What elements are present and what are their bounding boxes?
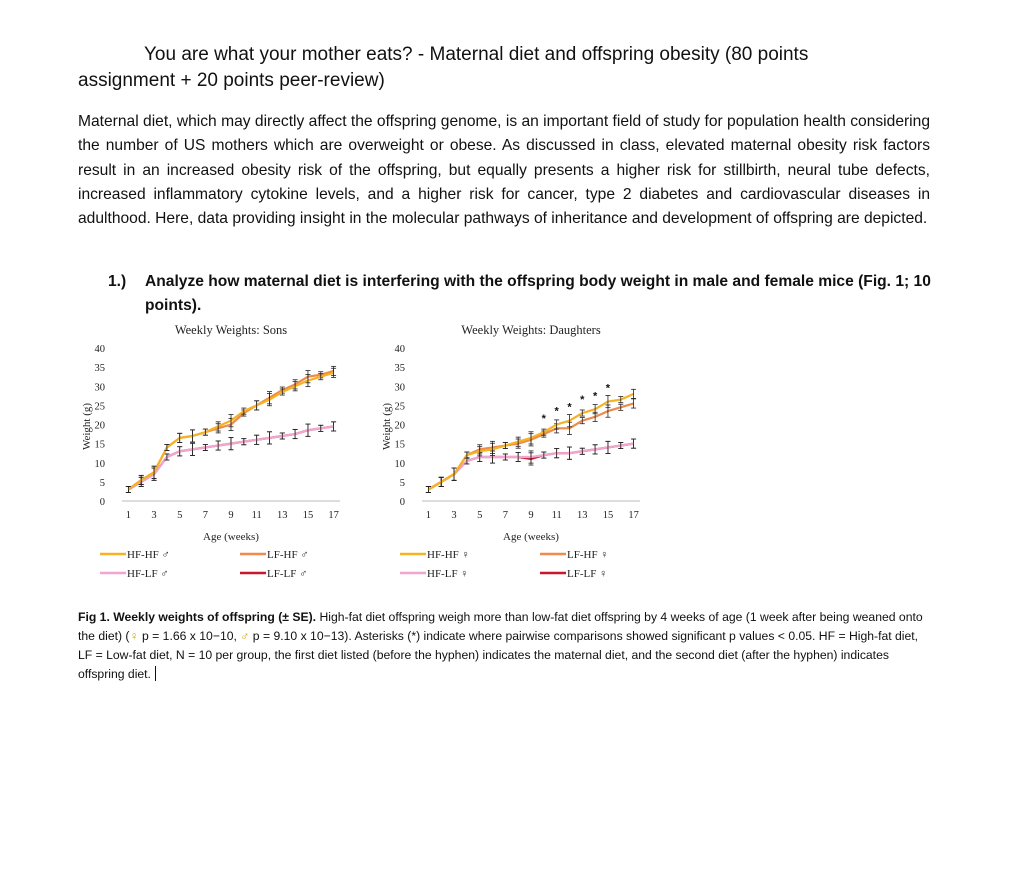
female-symbol-icon: ♀ <box>129 629 139 643</box>
x-tick-label: 17 <box>328 510 339 521</box>
y-tick-label: 15 <box>394 439 405 451</box>
y-tick-label: 30 <box>94 382 105 394</box>
y-tick-label: 35 <box>394 363 405 375</box>
legend-label: LF-LF ♀ <box>567 568 608 580</box>
caption-p-male: p = 9.10 x 10−13). Asterisks (*) indicate where pairwise comparisons showed significant p values < 0.05. HF = High-fat diet, LF = Low-fat diet, N = 10 per group, the first diet listed (before the hyphen) indicates the maternal diet, and the second diet (after the hyphen) indicates offspring diet. <box>78 629 919 681</box>
significance-asterisk: * <box>580 394 585 407</box>
title-line-2: assignment + 20 points peer-review) <box>78 70 385 91</box>
significance-asterisk: * <box>605 382 611 395</box>
x-tick-label: 17 <box>628 510 639 521</box>
intro-paragraph: Maternal diet, which may directly affect the offspring genome, is an important field of study for population health considering the number of US mothers which are overweight or obese. As discussed in class, elevated maternal obesity risk factors result in an increased obesity risk of the offspring, but equally presents a higher risk for stillbirth, neural tube defects, increased inflammatory cytokine levels, and a higher risk for cancer, type 2 diabetes and cardiovascular diseases in adulthood. Here, data providing insight in the molecular pathways of inheritance and development of offspring are depicted. <box>78 113 930 228</box>
y-tick-label: 25 <box>94 401 105 413</box>
y-tick-label: 0 <box>399 497 405 508</box>
x-tick-label: 5 <box>177 510 183 521</box>
x-tick-label: 3 <box>151 510 157 521</box>
x-tick-label: 15 <box>302 510 314 521</box>
y-axis-label: Weight (g) <box>381 402 393 451</box>
x-tick-label: 11 <box>251 510 262 521</box>
y-tick-label: 25 <box>394 401 405 413</box>
y-tick-label: 40 <box>394 344 405 355</box>
x-tick-label: 7 <box>502 510 508 521</box>
x-tick-label: 15 <box>602 510 614 521</box>
chart-svg <box>378 318 668 588</box>
x-tick-label: 5 <box>477 510 483 521</box>
y-tick-label: 5 <box>99 477 105 489</box>
legend-label: LF-HF ♂ <box>267 549 309 561</box>
series-line-lf-lf <box>128 426 333 489</box>
figure-caption <box>78 608 932 684</box>
y-tick-label: 20 <box>394 420 405 432</box>
male-symbol-icon: ♂ <box>240 629 250 643</box>
x-tick-label: 9 <box>528 510 534 521</box>
y-tick-label: 40 <box>94 344 105 355</box>
legend-label: HF-LF ♀ <box>427 568 469 580</box>
x-tick-label: 1 <box>125 510 132 521</box>
x-tick-label: 13 <box>577 510 588 521</box>
x-axis-label: Age (weeks) <box>503 531 559 543</box>
x-tick-label: 11 <box>551 510 562 521</box>
legend-label: HF-LF ♂ <box>127 568 169 580</box>
x-tick-label: 1 <box>425 510 432 521</box>
question-number: 1.) <box>108 273 127 290</box>
y-tick-label: 10 <box>94 458 105 470</box>
y-tick-label: 5 <box>399 477 405 489</box>
legend-label: HF-HF ♀ <box>427 549 470 561</box>
chart-title: Weekly Weights: Daughters <box>461 323 601 337</box>
question-text: Analyze how maternal diet is interfering with the offspring body weight in male and female mice (Fig. 1; 10 points). <box>145 273 931 314</box>
caption-p-female: p = 1.66 x 10−10, <box>138 629 241 643</box>
x-tick-label: 13 <box>277 510 288 521</box>
chart-svg <box>78 318 368 588</box>
caption-text-1: High-fat diet offspring weigh more than low-fat diet offspring by 4 weeks of age (1 week after being weaned onto the diet) ( <box>78 610 923 643</box>
x-axis-label: Age (weeks) <box>203 531 259 543</box>
y-tick-label: 10 <box>394 458 405 470</box>
series-line-lf-hf <box>428 403 633 489</box>
legend-label: HF-HF ♂ <box>127 549 170 561</box>
y-tick-label: 30 <box>394 382 405 394</box>
x-tick-label: 3 <box>451 510 457 521</box>
legend-label: LF-LF ♂ <box>267 568 308 580</box>
page-title <box>78 42 958 94</box>
chart-daughters <box>378 318 668 588</box>
significance-asterisk: * <box>541 413 546 426</box>
y-tick-label: 15 <box>94 439 105 451</box>
y-tick-label: 0 <box>99 497 105 508</box>
significance-asterisk: * <box>554 405 559 418</box>
chart-sons <box>78 318 368 588</box>
significance-asterisk: * <box>567 401 572 414</box>
question-1 <box>108 270 938 318</box>
title-line-1: You are what your mother eats? - Maternal diet and offspring obesity (80 points <box>144 44 809 65</box>
text-cursor <box>155 666 157 681</box>
x-tick-label: 9 <box>228 510 234 521</box>
caption-title: Fig 1. Weekly weights of offspring (± SE). <box>78 610 317 624</box>
x-tick-label: 7 <box>202 510 208 521</box>
significance-asterisk: * <box>592 390 598 403</box>
chart-title: Weekly Weights: Sons <box>174 323 288 337</box>
series-line-hf-lf <box>128 426 333 489</box>
y-tick-label: 20 <box>94 420 105 432</box>
legend-label: LF-HF ♀ <box>567 549 609 561</box>
y-tick-label: 35 <box>94 363 105 375</box>
y-axis-label: Weight (g) <box>81 402 93 451</box>
